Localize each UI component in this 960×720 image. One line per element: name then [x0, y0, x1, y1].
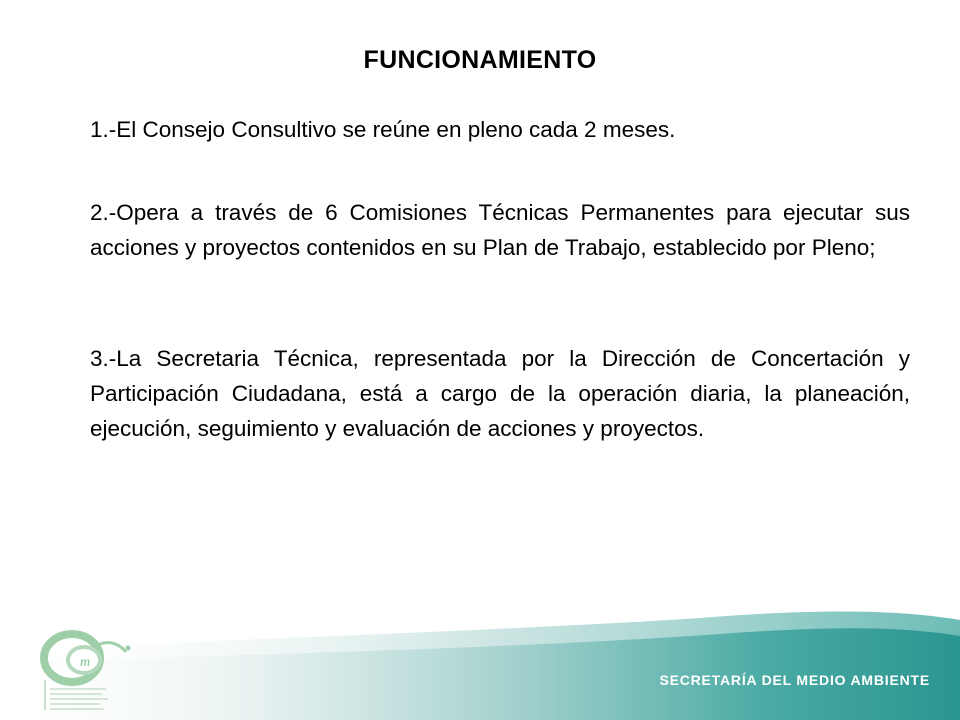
list-item-3: 3.-La Secretaria Técnica, representada por la Dirección de Concertación y Participación Ciudadana, está a cargo de la operación diaria, la planeación, ejecución, seguimiento y evaluación de acciones y proyectos. [90, 346, 910, 441]
svg-text:m: m [80, 655, 91, 670]
agency-name: SECRETARÍA DEL MEDIO AMBIENTE [659, 672, 930, 688]
consejo-logo-icon [36, 626, 146, 716]
list-item-2: 2.-Opera a través de 6 Comisiones Técnicas Permanentes para ejecutar sus acciones y proyectos contenidos en su Plan de Trabajo, establecido por Pleno; [90, 200, 910, 260]
list-item-1: 1.-El Consejo Consultivo se reúne en pleno cada 2 meses. [90, 117, 676, 142]
page-title: FUNCIONAMIENTO [363, 46, 597, 74]
